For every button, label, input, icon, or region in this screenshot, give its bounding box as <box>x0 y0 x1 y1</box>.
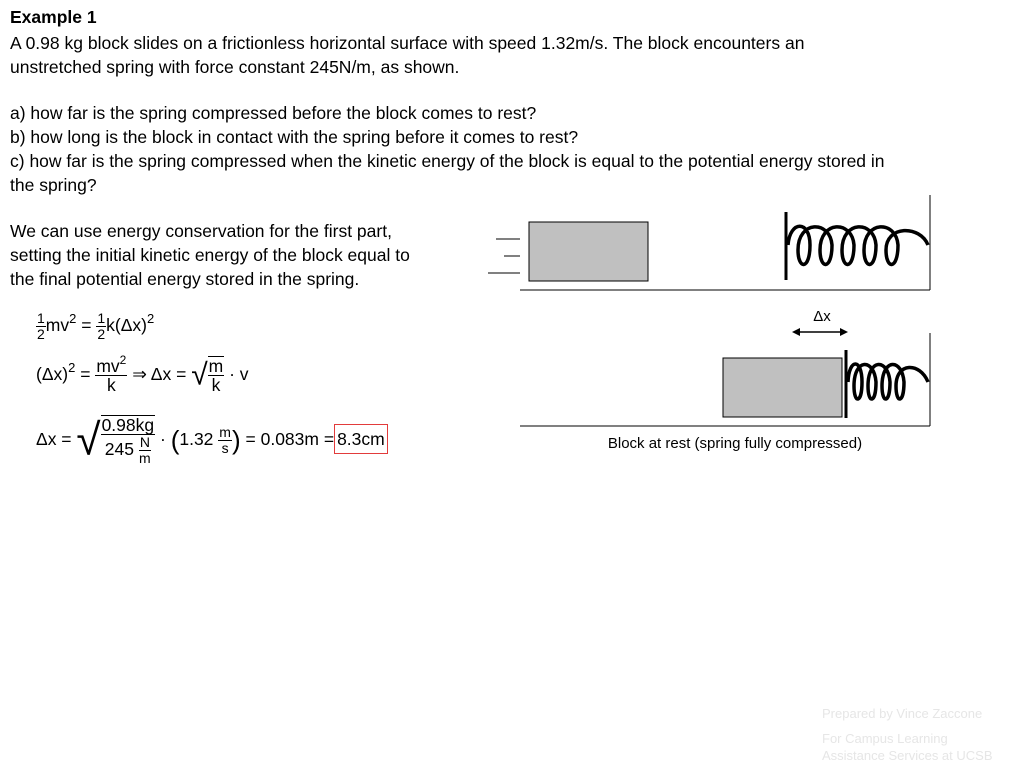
footer-ucsb: Assistance Services at UCSB <box>822 748 993 763</box>
problem-line-2: unstretched spring with force constant 245N/m, as shown. <box>10 57 460 77</box>
explanation-line-3: the final potential energy stored in the spring. <box>10 269 360 289</box>
spring-block-diagram <box>480 190 950 470</box>
explanation-line-1: We can use energy conservation for the first part, <box>10 221 392 241</box>
arrowhead-right <box>840 328 848 336</box>
sqrt-m-over-k: √ $\frac{m}{k}$ <box>191 356 224 396</box>
questions-list <box>10 101 885 197</box>
question-c: c) how far is the spring compressed when the kinetic energy of the block is equal to the potential energy stored in <box>10 151 885 171</box>
delta-x-label: Δx <box>813 308 831 325</box>
footer-credit <box>822 705 993 764</box>
footer-prepared-by: Prepared by Vince Zaccone <box>822 706 983 721</box>
mv2-over-k: $\frac{mv^2}{k}$ <box>96 352 127 395</box>
problem-statement <box>10 31 804 79</box>
half-fraction: $\frac{1}{2}$ <box>37 310 45 342</box>
explanation <box>10 219 410 291</box>
half-fraction-right: $\frac{1}{2}$ <box>97 310 106 342</box>
spring-compressed <box>848 364 928 399</box>
answer-box: 8.3cm <box>334 424 388 454</box>
question-a: a) how far is the spring compressed before the block comes to rest? <box>10 103 537 123</box>
equation-numeric-result: Δx = √ 0.98kg 245 $\frac{N}{m}$ · (1.32 $\frac{m}{s}$ ) = 0.083m = 8.3cm <box>36 415 388 466</box>
example-title: Example 1 <box>10 7 97 27</box>
diagram-caption: Block at rest (spring fully compressed) <box>607 435 863 452</box>
problem-line-1: A 0.98 kg block slides on a frictionless horizontal surface with speed 1.32m/s. The block encounters an <box>10 33 805 53</box>
arrowhead-left <box>792 328 800 336</box>
explanation-line-2: setting the initial kinetic energy of the block equal to <box>10 245 410 265</box>
footer-campus: For Campus Learning <box>822 731 948 746</box>
m-per-s: $\frac{m}{s}$ <box>219 424 231 456</box>
block-at-rest <box>723 358 842 417</box>
equation-energy-conservation: $\frac{1}{2}$ $mv^2$ = $\frac{1}{2}$ $k(\Delta x)^2$ <box>37 310 155 342</box>
sqrt-numeric: √ 0.98kg 245 $\frac{N}{m}$ <box>76 415 155 467</box>
spring-unstretched <box>788 226 928 264</box>
question-b: b) how long is the block in contact with the spring before it comes to rest? <box>10 127 579 147</box>
block-moving <box>529 222 648 281</box>
equation-solve-delta-x: $(\Delta x)^2$ = $\frac{mv^2}{k}$ ⇒ Δx = √ $\frac{m}{k}$ · v <box>36 352 249 396</box>
question-c-continued: the spring? <box>10 175 97 195</box>
